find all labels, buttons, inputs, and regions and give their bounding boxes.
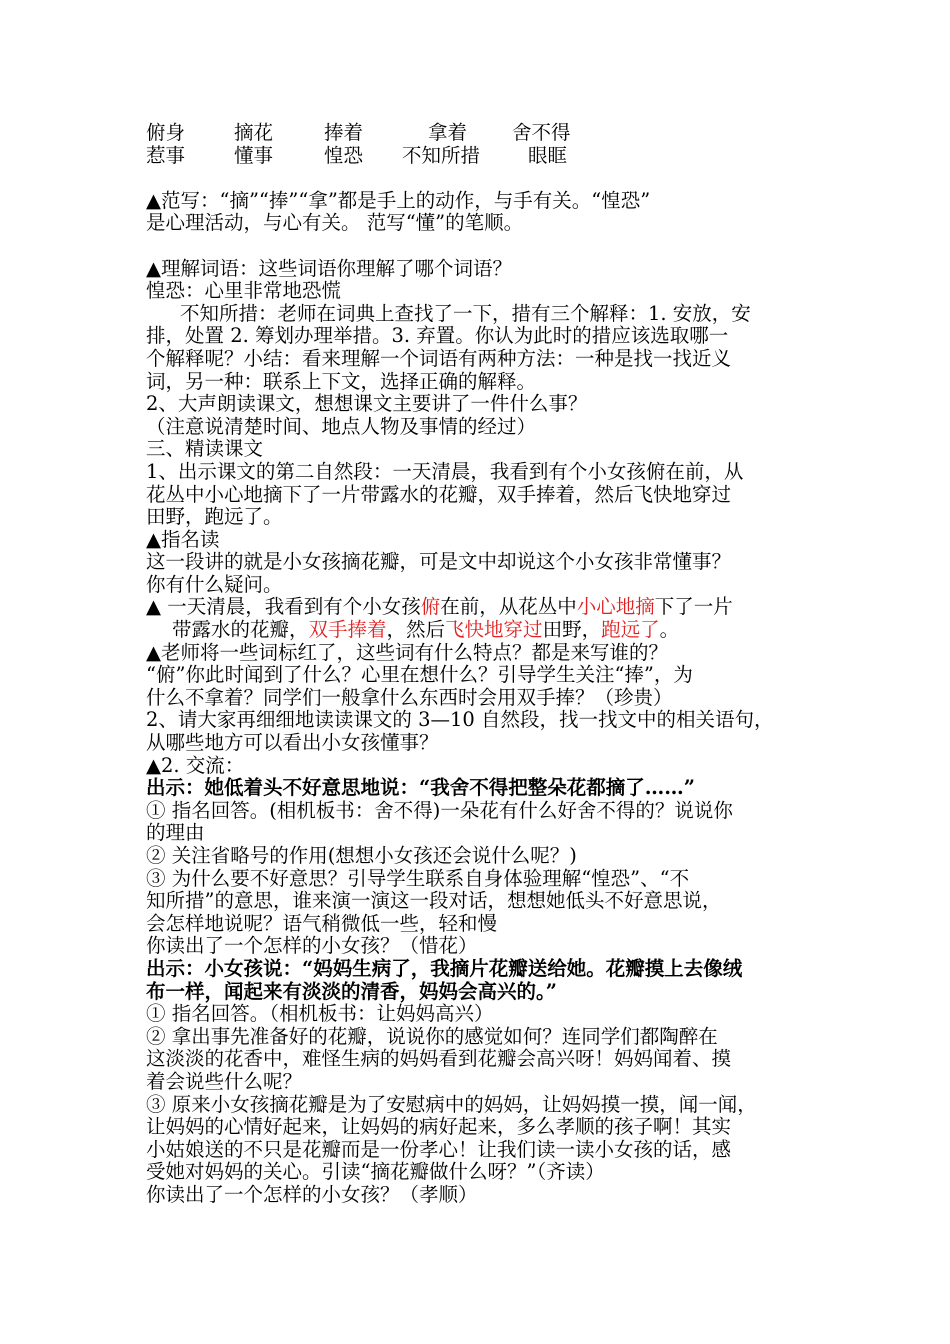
vocab-word: 捧着 bbox=[324, 121, 364, 144]
highlight-text: 。 bbox=[659, 618, 680, 642]
paragraph-line: ▲2. 交流： bbox=[146, 753, 245, 777]
vocab-word: 俯身 bbox=[146, 121, 186, 144]
paragraph-line: 知所措”的意思，谁来演一演这一段对话，想想她低头不好意思说， bbox=[146, 889, 722, 913]
section-heading: 三、精读课文 bbox=[146, 437, 264, 461]
vocab-word: 摘花 bbox=[234, 121, 274, 144]
paragraph-line: 不知所措：老师在词典上查找了一下，措有三个解释：1. 安放，安 bbox=[180, 301, 751, 325]
paragraph-line: ③ 原来小女孩摘花瓣是为了安慰病中的妈妈，让妈妈摸一摸，闻一闻， bbox=[146, 1092, 757, 1116]
vocab-word: 惶恐 bbox=[324, 143, 364, 167]
highlight-text: 带露水的花瓣， bbox=[172, 618, 309, 642]
show-quote-2: 布一样，闻起来有淡淡的清香，妈妈会高兴的。” bbox=[146, 979, 557, 1003]
paragraph-line: ① 指名回答。(相机板书：舍不得)一朵花有什么好舍不得的？说说你 bbox=[146, 798, 733, 822]
show-quote-1: 出示：她低着头不好意思地说：“我舍不得把整朵花都摘了……” bbox=[146, 776, 695, 800]
highlight-text: ，然后 bbox=[386, 618, 446, 642]
highlight-line-1 bbox=[146, 596, 826, 619]
highlight-text: ▲ 一天清晨，我看到有个小女孩 bbox=[146, 595, 421, 619]
show-quote-2: 出示：小女孩说：“妈妈生病了，我摘片花瓣送给她。花瓣摸上去像绒 bbox=[146, 956, 743, 980]
paragraph-line: 你读出了一个怎样的小女孩？（孝顺） bbox=[146, 1182, 478, 1206]
understand-heading: ▲理解词语：这些词语你理解了哪个词语？ bbox=[146, 256, 512, 280]
paragraph-line: 你有什么疑问。 bbox=[146, 572, 283, 596]
paragraph-line: 的理由 bbox=[146, 821, 205, 845]
vocab-word: 不知所措 bbox=[402, 143, 481, 167]
paragraph-line: “俯”你此时闻到了什么？心里在想什么？引导学生关注“捧”，为 bbox=[146, 663, 693, 687]
vocab-row-1 bbox=[146, 122, 826, 145]
paragraph-line: ③ 为什么要不好意思？引导学生联系自身体验理解“惶恐”、“不 bbox=[146, 866, 690, 890]
paragraph-line: 个解释呢？小结：看来理解一个词语有两种方法：一种是找一找近义 bbox=[146, 346, 732, 370]
paragraph-line: 1、出示课文的第二自然段：一天清晨，我看到有个小女孩俯在前，从 bbox=[146, 459, 744, 483]
fanxie-line: 是心理活动，与心有关。 范写“懂”的笔顺。 bbox=[146, 211, 524, 235]
paragraph-line: ▲指名读 bbox=[146, 527, 220, 551]
paragraph-line: 着会说些什么呢？ bbox=[146, 1069, 303, 1093]
highlight-text: 在前，从花丛中 bbox=[440, 595, 577, 619]
understand-line: 惶恐：心里非常地恐慌 bbox=[146, 279, 342, 303]
paragraph-line: 你读出了一个怎样的小女孩？（惜花） bbox=[146, 934, 478, 958]
paragraph-line: ② 拿出事先准备好的花瓣，说说你的感觉如何？连同学们都陶醉在 bbox=[146, 1024, 718, 1048]
highlight-text: 下了一片 bbox=[654, 595, 733, 619]
highlight-text: 田野， bbox=[542, 618, 602, 642]
paragraph-line: （注意说清楚时间、地点人物及事情的经过） bbox=[146, 414, 537, 438]
paragraph-line: 受她对妈妈的关心。引读“摘花瓣做什么呀？”（齐读） bbox=[146, 1160, 605, 1184]
paragraph-line: 什么不拿着？同学们一般拿什么东西时会用双手捧？（珍贵） bbox=[146, 685, 673, 709]
paragraph-line: 让妈妈的心情好起来，让妈妈的病好起来，多么孝顺的孩子啊！其实 bbox=[146, 1115, 732, 1139]
highlight-red-word: 跑远了 bbox=[601, 618, 660, 642]
paragraph-line: ② 关注省略号的作用(想想小女孩还会说什么呢？) bbox=[146, 844, 577, 867]
paragraph-line: 这淡淡的花香中，难怪生病的妈妈看到花瓣会高兴呀！妈妈闻着、摸 bbox=[146, 1047, 732, 1071]
paragraph-line: ① 指名回答。（相机板书：让妈妈高兴） bbox=[146, 1002, 494, 1026]
highlight-line-2 bbox=[146, 619, 826, 642]
highlight-red-word: 双手捧着 bbox=[308, 618, 387, 642]
paragraph-line: 词，另一种：联系上下文，选择正确的解释。 bbox=[146, 369, 537, 393]
paragraph-line: 从哪些地方可以看出小女孩懂事？ bbox=[146, 731, 439, 755]
paragraph-line: 会怎样地说呢？语气稍微低一些，轻和慢 bbox=[146, 911, 498, 935]
paragraph-line: 田野，跑远了。 bbox=[146, 505, 283, 529]
fanxie-line: ▲范写：“摘”“捧”“拿”都是手上的动作，与手有关。“惶恐” bbox=[146, 188, 651, 212]
paragraph-line: 2、请大家再细细地读读课文的 3—10 自然段，找一找文中的相关语句， bbox=[146, 708, 774, 732]
highlight-red-word: 俯 bbox=[420, 595, 441, 619]
paragraph-line: 这一段讲的就是小女孩摘花瓣，可是文中却说这个小女孩非常懂事？ bbox=[146, 550, 732, 574]
vocab-word: 惹事 bbox=[146, 143, 186, 167]
paragraph-line: 花丛中小心地摘下了一片带露水的花瓣，双手捧着，然后飞快地穿过 bbox=[146, 482, 732, 506]
vocab-word: 眼眶 bbox=[528, 143, 568, 167]
paragraph-line: ▲老师将一些词标红了，这些词有什么特点？都是来写谁的？ bbox=[146, 640, 668, 664]
vocab-word: 懂事 bbox=[234, 143, 274, 167]
vocab-row-2 bbox=[146, 145, 826, 168]
paragraph-line: 小姑娘送的不只是花瓣而是一份孝心！让我们读一读小女孩的话，感 bbox=[146, 1137, 732, 1161]
vocab-word: 拿着 bbox=[428, 121, 468, 144]
highlight-red-word: 小心地摘 bbox=[576, 595, 655, 619]
paragraph-line: 2、大声朗读课文，想想课文主要讲了一件什么事？ bbox=[146, 392, 588, 416]
highlight-red-word: 飞快地穿过 bbox=[445, 618, 543, 642]
vocab-word: 舍不得 bbox=[512, 121, 571, 144]
paragraph-line: 排，处置 2. 筹划办理举措。3. 弃置。你认为此时的措应该选取哪一 bbox=[146, 324, 729, 348]
document-page bbox=[146, 122, 826, 1207]
